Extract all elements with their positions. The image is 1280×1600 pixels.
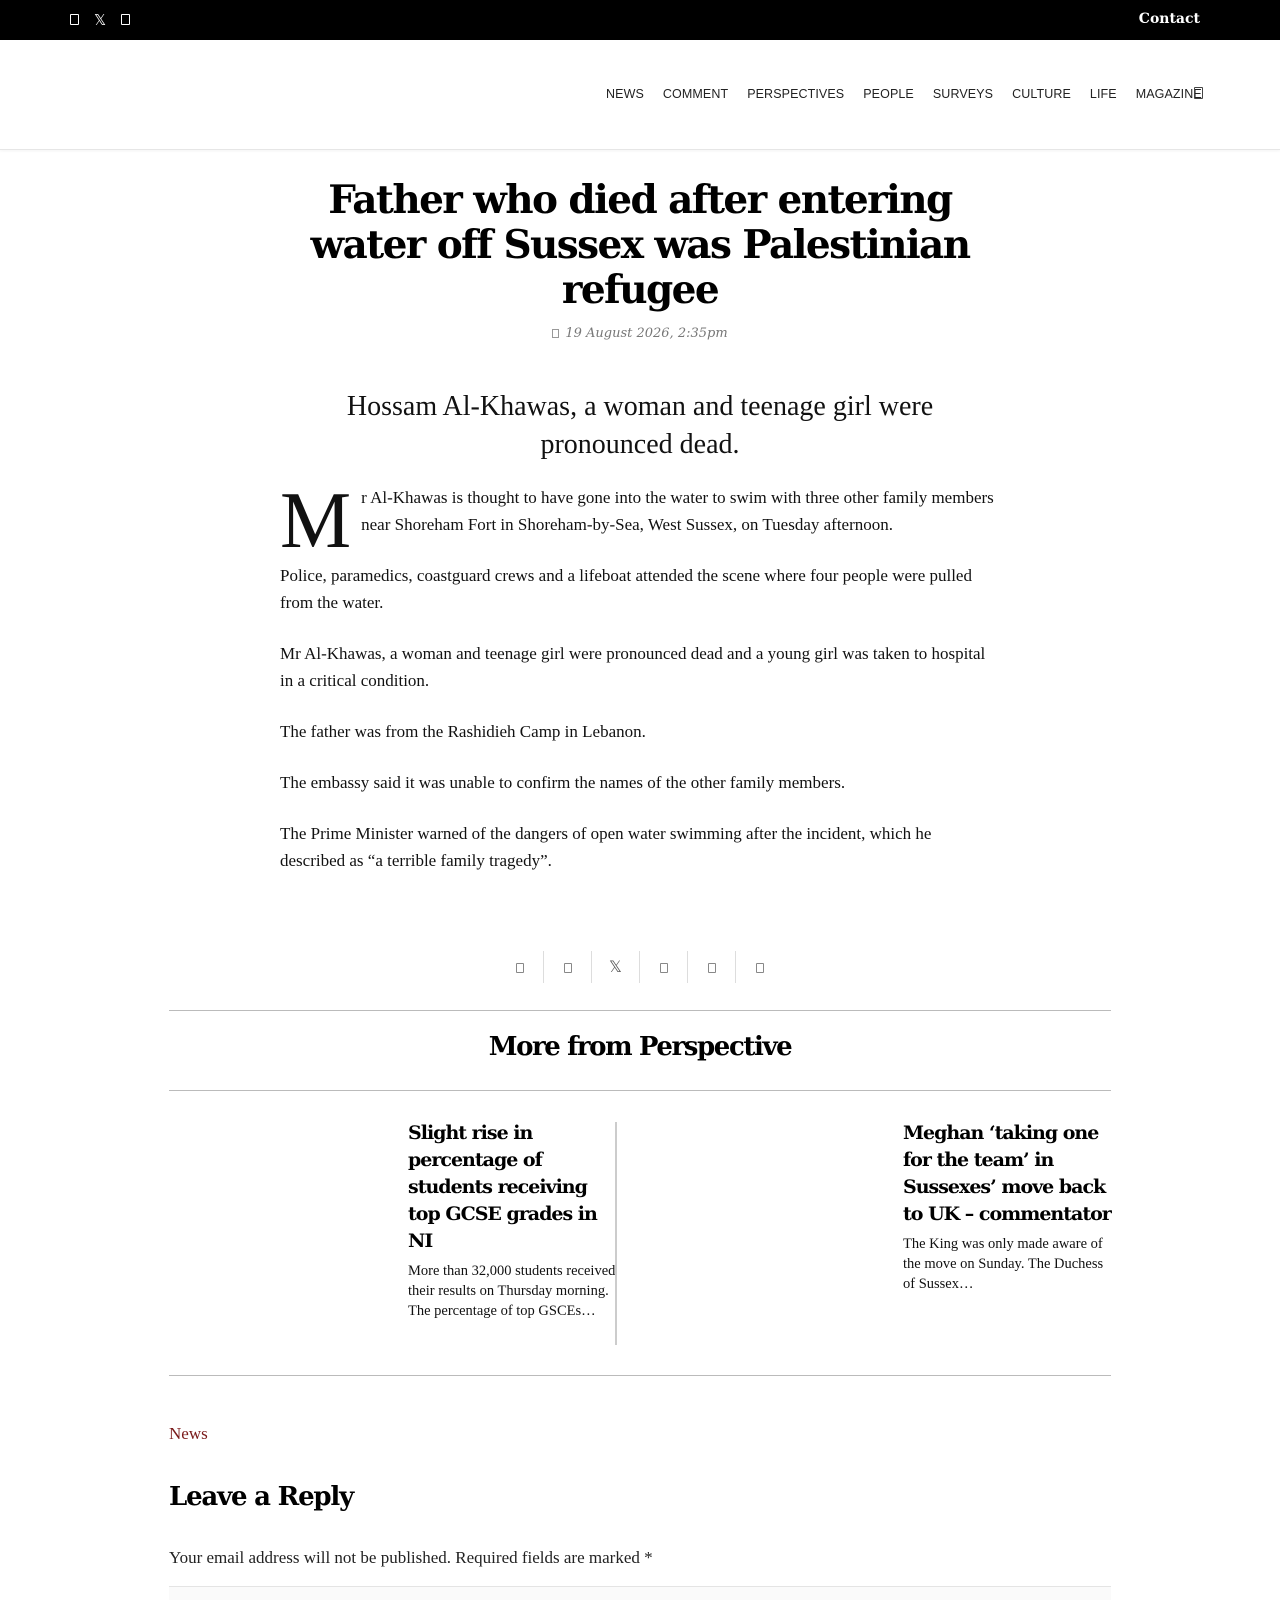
- related-card-excerpt: More than 32,000 students received their results on Thursday morning. The percentage of top GSCEs…: [408, 1263, 616, 1319]
- clock-icon: [552, 329, 559, 338]
- divider: [169, 1010, 1111, 1011]
- article-paragraph: Mr Al-Khawas, a woman and teenage girl were pronounced dead and a young girl was taken to hospital in a critical condition.: [280, 644, 986, 690]
- first-paragraph-text: r Al-Khawas is thought to have gone into the water to swim with three other family members near Shoreham Fort in Shoreham-by-Sea, West Sussex, on Tuesday afternoon.: [361, 488, 994, 534]
- nav-item-magazine[interactable]: MAGAZINE: [1135, 87, 1202, 101]
- article-date: [0, 326, 1280, 341]
- related-card-2[interactable]: [903, 1120, 1113, 1294]
- article-standfirst: Hossam Al-Khawas, a woman and teenage girl were pronounced dead.: [346, 391, 934, 460]
- divider: [169, 1375, 1111, 1376]
- article-body: [280, 477, 1000, 898]
- top-bar: [0, 0, 1280, 40]
- social-links: [70, 11, 130, 29]
- share-icon-2[interactable]: [544, 951, 592, 983]
- article-paragraph: The embassy said it was unable to confirm the names of the other family members.: [280, 773, 846, 792]
- nav-item-life[interactable]: LIFE: [1089, 87, 1117, 101]
- article-paragraph: The Prime Minister warned of the dangers of open water swimming after the incident, which he described as “a terrible family tragedy”.: [280, 824, 932, 870]
- share-icon-5[interactable]: [688, 951, 736, 983]
- nav-item-culture[interactable]: CULTURE: [1012, 87, 1071, 101]
- divider: [169, 1090, 1111, 1091]
- article-paragraph: Police, paramedics, coastguard crews and a lifeboat attended the scene where four people were pulled from the water.: [280, 566, 972, 612]
- nav-item-surveys[interactable]: SURVEYS: [932, 87, 994, 101]
- nav-item-people[interactable]: PEOPLE: [863, 87, 914, 101]
- contact-link[interactable]: Contact: [1138, 11, 1200, 27]
- nav-item-news[interactable]: NEWS: [606, 87, 644, 101]
- reply-title: Leave a Reply: [169, 1482, 353, 1512]
- related-card-1[interactable]: [408, 1120, 618, 1321]
- share-bar: [496, 951, 784, 983]
- article-date-text: 19 August 2026, 2:35pm: [565, 326, 728, 341]
- card-divider: [615, 1122, 617, 1345]
- drop-cap: M: [280, 477, 352, 565]
- article-paragraph-1: [280, 477, 1000, 565]
- category-link[interactable]: News: [169, 1424, 208, 1443]
- social-square-icon-2[interactable]: [121, 14, 130, 25]
- related-card-headline[interactable]: Slight rise in percentage of students receiving top GCSE grades in NI: [408, 1122, 597, 1252]
- main-nav: [606, 87, 1221, 101]
- site-header: [0, 40, 1280, 150]
- share-icon-4[interactable]: [640, 951, 688, 983]
- article-title: Father who died after entering water off Sussex was Palestinian refugee: [310, 177, 970, 313]
- share-icon-6[interactable]: [736, 951, 784, 983]
- related-card-excerpt: The King was only made aware of the move on Sunday. The Duchess of Sussex…: [903, 1236, 1104, 1292]
- article-paragraph: The father was from the Rashidieh Camp in Lebanon.: [280, 722, 646, 741]
- social-square-icon[interactable]: [70, 14, 79, 25]
- more-section-title: More from Perspective: [488, 1032, 792, 1062]
- nav-item-perspectives[interactable]: PERSPECTIVES: [747, 87, 845, 101]
- reply-note: Your email address will not be published. Required fields are marked *: [169, 1548, 653, 1567]
- comment-field[interactable]: [169, 1586, 1111, 1600]
- share-icon-1[interactable]: [496, 951, 544, 983]
- search-icon[interactable]: [1194, 87, 1203, 99]
- related-card-headline[interactable]: Meghan ‘taking one for the team’ in Sussexes’ move back to UK – commentator: [903, 1122, 1111, 1225]
- x-icon[interactable]: 𝕏: [93, 11, 107, 29]
- nav-item-comment[interactable]: COMMENT: [662, 87, 729, 101]
- share-x-icon[interactable]: 𝕏: [592, 951, 640, 983]
